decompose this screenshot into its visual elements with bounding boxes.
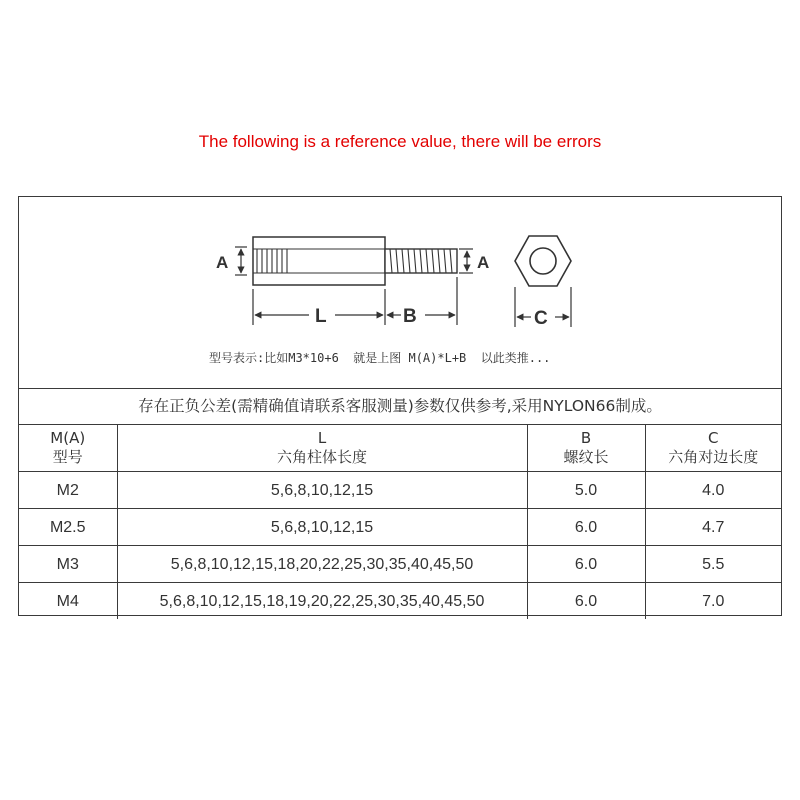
spec-table [19,425,781,619]
header-model [19,425,117,472]
header-model-line2: 型号 [52,448,83,466]
cell-hex: 4.7 [645,509,781,546]
standoff-diagram [19,197,781,389]
cell-length: 5,6,8,10,12,15 [117,509,527,546]
header-length-line2: 六角柱体长度 [276,448,367,466]
header-thread-line2: 螺纹长 [563,448,609,466]
header-thread [527,425,645,472]
tolerance-disclaimer: 存在正负公差(需精确值请联系客服测量)参数仅供参考,采用NYLON66制成。 [19,389,781,425]
cell-thread: 6.0 [527,509,645,546]
header-length-line1: L [317,429,327,447]
table-row [19,546,781,583]
cell-thread: 6.0 [527,583,645,620]
cell-length: 5,6,8,10,12,15,18,20,22,25,30,35,40,45,50 [117,546,527,583]
dim-c-label: C [534,308,548,329]
spec-frame [18,196,782,616]
dim-b-label: B [403,306,417,327]
cell-thread: 6.0 [527,546,645,583]
model-example-text: 型号表示:比如M3*10+6 就是上图 M(A)*L+B 以此类推... [209,351,551,365]
cell-length: 5,6,8,10,12,15,18,19,20,22,25,30,35,40,45,50 [117,583,527,620]
dim-a-left-label: A [216,253,229,272]
table-header-row [19,425,781,472]
header-thread-line1: B [580,429,592,447]
header-hex [645,425,781,472]
hex-body [253,237,385,285]
table-row [19,509,781,546]
cell-thread: 5.0 [527,472,645,509]
table-row [19,583,781,620]
header-length [117,425,527,472]
cell-hex: 7.0 [702,592,725,610]
header-hex-line1: C [708,429,719,447]
header-model-line1: M(A) [50,429,86,447]
dim-a-right-label: A [477,253,490,272]
cell-hex: 5.5 [645,546,781,583]
cell-hex: 4.0 [645,472,781,509]
hex-hole [530,248,556,274]
header-hex-line2: 六角对边长度 [668,448,759,466]
cell-model: M2 [19,472,117,509]
table-row [19,472,781,509]
internal-thread [257,249,287,273]
dim-l-label: L [315,306,327,327]
cell-model: M3 [19,546,117,583]
reference-notice: The following is a reference value, there will be errors [198,132,602,151]
cell-model: M4 [19,583,117,620]
cell-model: M2.5 [19,509,117,546]
cell-length: 5,6,8,10,12,15 [117,472,527,509]
